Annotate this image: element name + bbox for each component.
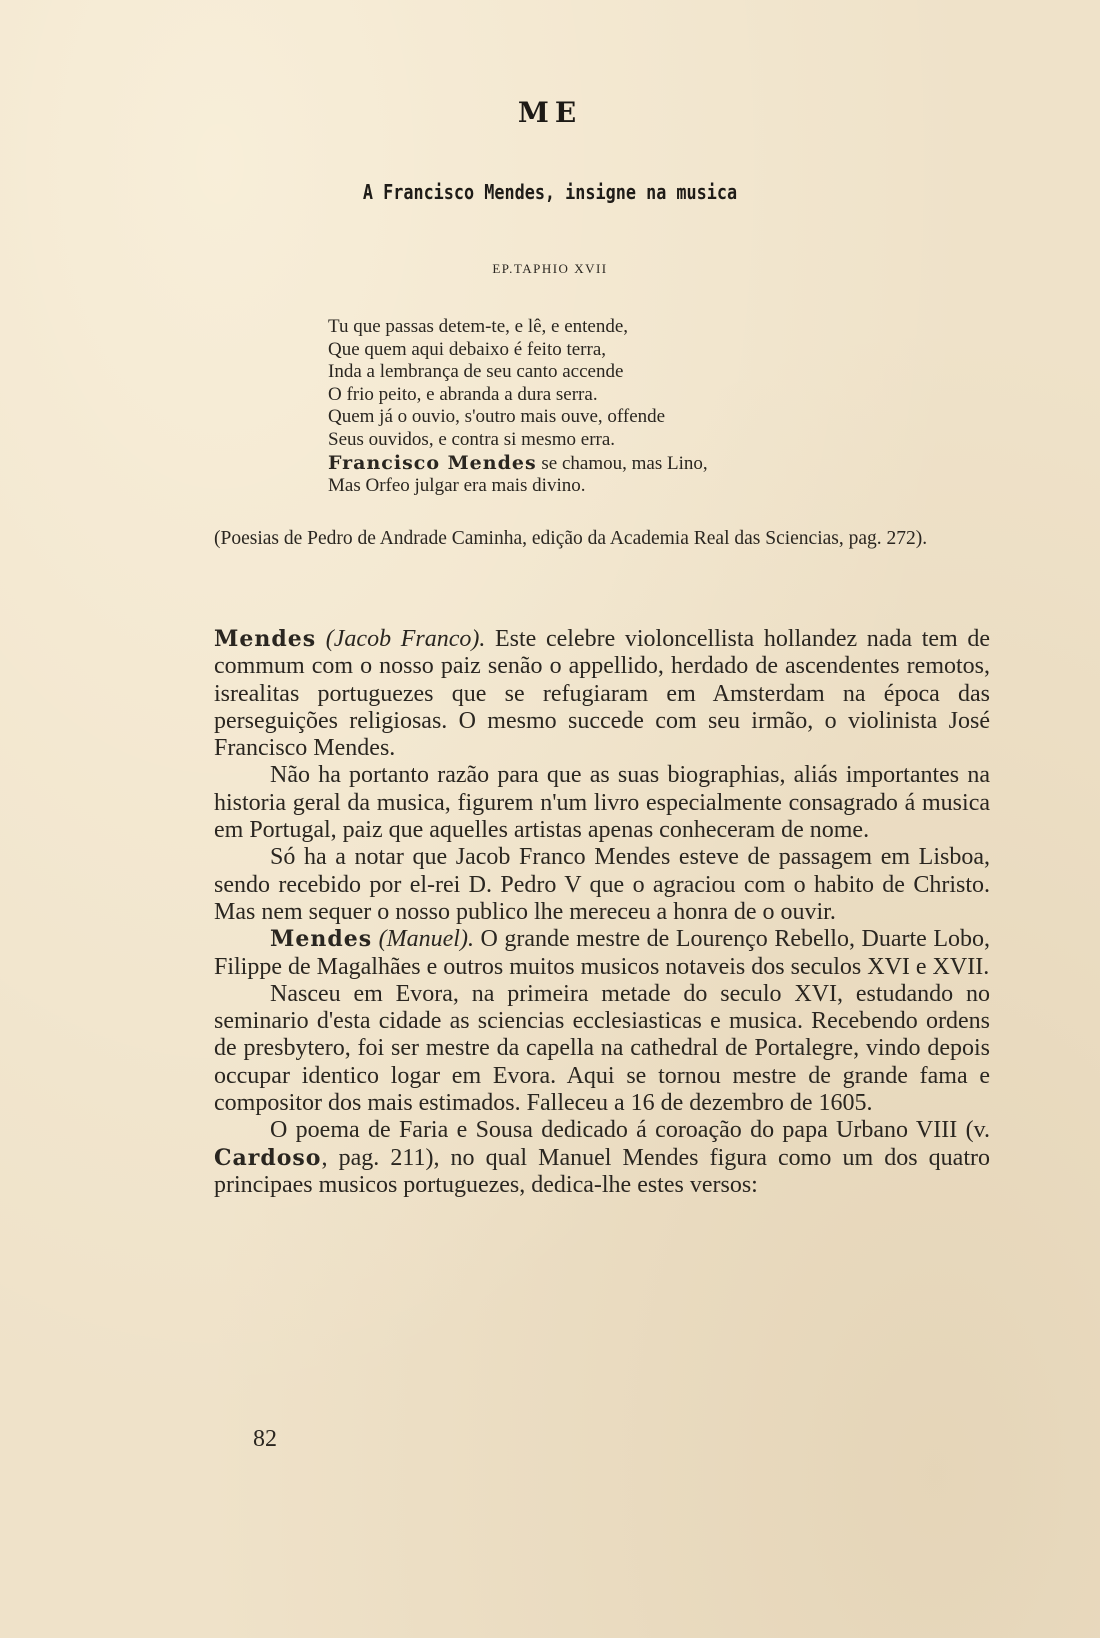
- paragraph: Nasceu em Evora, na primeira metade do seculo XVI, estudando no seminario d'esta cidade as sciencias ecclesiasticas e musica. Recebendo ordens de presbytero, foi ser mestre da capella na cathedral de Portalegre, vindo depois occupar identico logar em Evora. Aqui se tornou mestre de grande fama e compositor dos mais estimados. Falleceu a 16 de dezembro de 1605.: [214, 980, 990, 1117]
- poem-line: Inda a lembrança de seu canto accende: [328, 361, 624, 383]
- paragraph: Não ha portanto razão para que as suas biographias, aliás importantes na historia geral da musica, figurem n'um livro especialmente consagrado á musica em Portugal, paiz que aquelles artistas apenas conheceram de nome.: [214, 762, 990, 844]
- poem-line: Seus ouvidos, e contra si mesmo erra.: [328, 428, 616, 450]
- entry-text: O grande mestre de Lourenço Rebello, Duarte Lobo, Filippe de Magalhães e outros muitos musicos notaveis dos seculos XVI e XVII.: [214, 926, 990, 980]
- poem-title: A Francisco Mendes, insigne na musica: [362, 180, 738, 204]
- poem-line: Quem já o ouvio, s'outro mais ouve, offende: [328, 406, 666, 428]
- entry-manuel-paragraph: [214, 926, 990, 981]
- page-number: 82: [253, 1426, 277, 1452]
- paragraph: [214, 1117, 990, 1199]
- poem-line: O frio peito, e abranda a dura serra.: [328, 383, 598, 405]
- entry-qualifier-manuel: (Manuel).: [378, 926, 474, 953]
- entry-text: Este celebre violoncellista hollandez nada tem de commum com o nosso paiz senão o appellido, herdado de ascendentes remotos, isrealitas portuguezes que se refugiaram em Amsterdam na época das perseguições religiosas. O mesmo succede com seu irmão, o violinista José Francisco Mendes.: [214, 626, 991, 762]
- entry-jacob-paragraph: [214, 626, 990, 762]
- poem-line: Que quem aqui debaixo é feito terra,: [328, 338, 607, 360]
- paragraph: Só ha a notar que Jacob Franco Mendes esteve de passagem em Lisboa, sendo recebido por el-rei D. Pedro V que o agraciou com o habito de Christo. Mas nem sequer o nosso publico lhe mereceu a honra de o ouvir.: [214, 844, 990, 925]
- entry-qualifier-jacob: (Jacob Franco).: [325, 626, 486, 652]
- poem-name-francisco-mendes: Francisco Mendes: [328, 451, 537, 474]
- paragraph-text: , pag. 211), no qual Manuel Mendes figura como um dos quatro principaes musicos portuguezes, dedica-lhe estes versos:: [214, 1144, 990, 1198]
- poem-line: Mas Orfeo julgar era mais divino.: [328, 475, 586, 497]
- epitaph-poem: [328, 316, 888, 498]
- epitaph-label: EP.TAPHIO XVII: [492, 261, 608, 276]
- entry-head-jacob: Mendes: [214, 626, 317, 652]
- poem-line: [328, 452, 888, 476]
- source-note: (Poesias de Pedro de Andrade Caminha, edição da Academia Real das Sciencias, pag. 272).: [214, 528, 928, 549]
- poem-line-rest: se chamou, mas Lino,: [536, 452, 708, 474]
- cross-reference-cardoso: Cardoso: [214, 1144, 322, 1171]
- paragraph-text: O poema de Faria e Sousa dedicado á coroação do papa Urbano VIII (v.: [270, 1117, 990, 1144]
- dictionary-entries: [214, 626, 990, 1199]
- entry-head-manuel: Mendes: [270, 926, 373, 953]
- running-head: ME: [517, 96, 583, 129]
- poem-line: Tu que passas detem-te, e lê, e entende,: [328, 316, 629, 337]
